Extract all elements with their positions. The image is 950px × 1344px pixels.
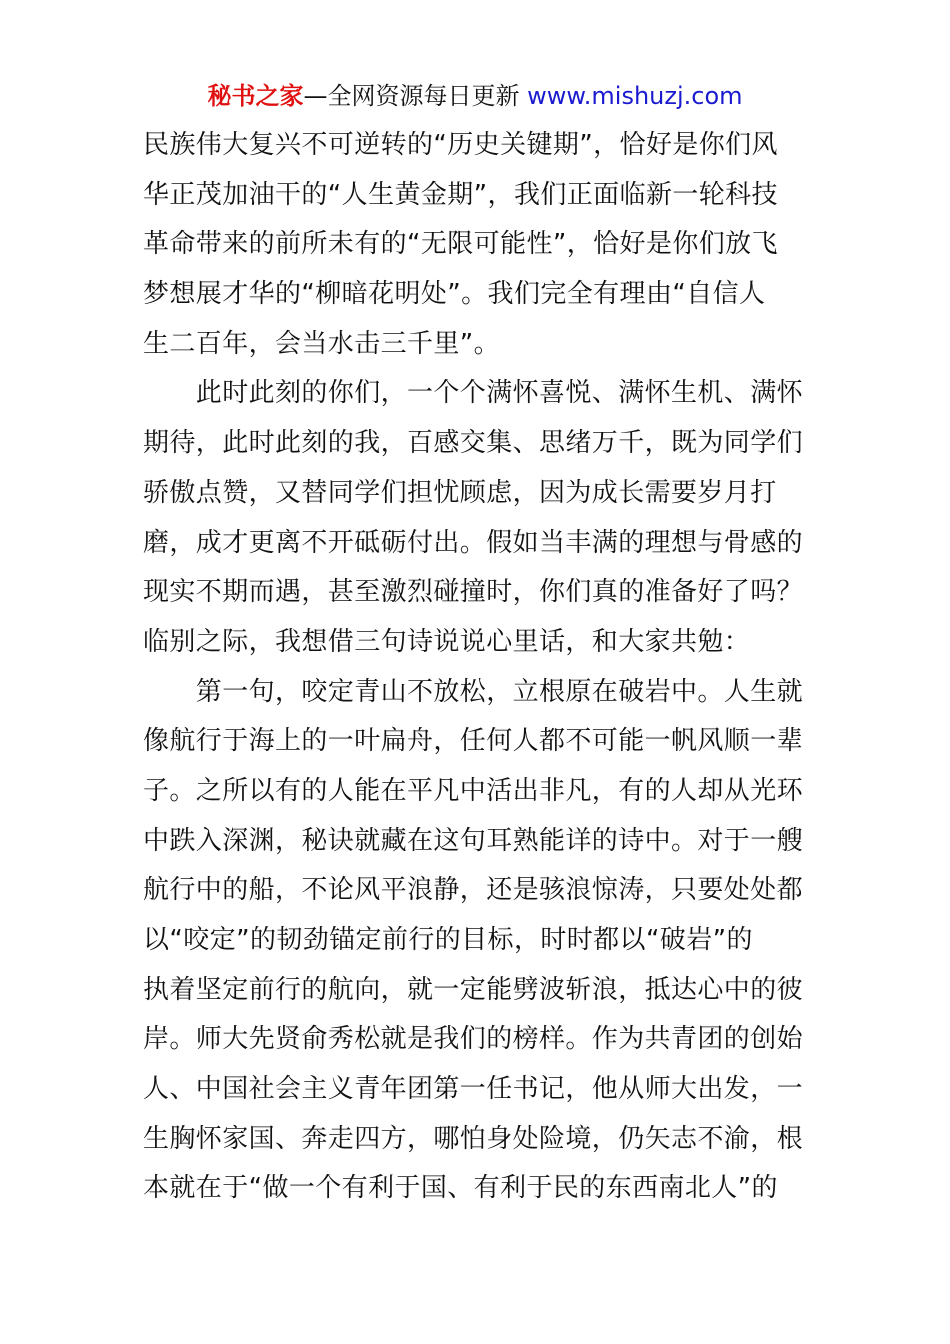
header-tagline: —全网资源每日更新 xyxy=(303,82,520,110)
text-line: 航行中的船，不论风平浪静，还是骇浪惊涛，只要处处都 xyxy=(143,875,804,906)
text-line: 像航行于海上的一叶扁舟，任何人都不可能一帆风顺一辈 xyxy=(143,726,804,757)
page-header xyxy=(0,80,950,112)
text-line: 子。之所以有的人能在平凡中活出非凡，有的人却从光环 xyxy=(143,775,804,806)
text-line: 岸。师大先贤俞秀松就是我们的榜样。作为共青团的创始 xyxy=(143,1024,804,1055)
text-line: 革命带来的前所未有的“无限可能性”，恰好是你们放飞 xyxy=(143,229,778,260)
text-line: 华正茂加油干的“人生黄金期”，我们正面临新一轮科技 xyxy=(143,179,778,210)
text-line: 民族伟大复兴不可逆转的“历史关键期”，恰好是你们风 xyxy=(143,130,778,160)
text-line: 第一句，咬定青山不放松，立根原在破岩中。人生就 xyxy=(143,676,804,707)
text-line: 期待，此时此刻的我，百感交集、思绪万千，既为同学们 xyxy=(143,428,804,459)
text-line: 人、中国社会主义青年团第一任书记，他从师大出发，一 xyxy=(143,1074,804,1105)
text-line: 此时此刻的你们，一个个满怀喜悦、满怀生机、满怀 xyxy=(143,378,804,409)
text-line: 以“咬定”的韧劲锚定前行的目标，时时都以“破岩”的 xyxy=(143,925,753,955)
text-line: 本就在于“做一个有利于国、有利于民的东西南北人”的 xyxy=(143,1173,778,1204)
text-line: 临别之际，我想借三句诗说说心里话，和大家共勉： xyxy=(143,626,751,657)
text-line: 生胸怀家国、奔走四方，哪怕身处险境，仍矢志不渝，根 xyxy=(143,1123,804,1154)
text-line: 现实不期而遇，甚至激烈碰撞时，你们真的准备好了吗？ xyxy=(143,577,804,608)
brand-name: 秘书之家 xyxy=(207,82,304,110)
text-line: 骄傲点赞，又替同学们担忧顾虑，因为成长需要岁月打 xyxy=(143,477,777,508)
text-line: 生二百年，会当水击三千里”。 xyxy=(143,328,501,359)
text-line: 中跌入深渊，秘诀就藏在这句耳熟能详的诗中。对于一艘 xyxy=(143,825,804,856)
document-body xyxy=(143,121,813,1214)
text-line: 梦想展才华的“柳暗花明处”。我们完全有理由“自信人 xyxy=(143,279,766,310)
text-line: 磨，成才更离不开砥砺付出。假如当丰满的理想与骨感的 xyxy=(143,527,804,558)
text-line: 执着坚定前行的航向，就一定能劈波斩浪，抵达心中的彼 xyxy=(143,974,804,1005)
site-url-link[interactable]: www.mishuzj.com xyxy=(527,82,743,110)
